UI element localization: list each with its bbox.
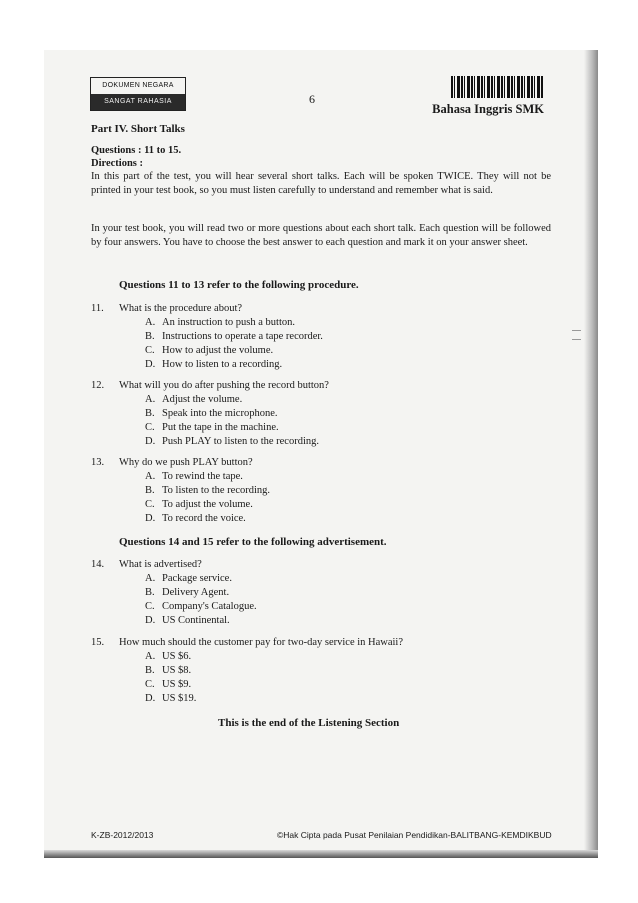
option-letter: D. <box>145 615 156 626</box>
option-a <box>145 471 243 482</box>
directions-label: Directions : <box>91 158 144 169</box>
option-a <box>145 651 191 662</box>
option-letter: D. <box>145 693 156 704</box>
stamp-top-text: DOKUMEN NEGARA <box>91 78 185 94</box>
option-text: Adjust the volume. <box>162 394 243 405</box>
margin-mark <box>572 330 581 340</box>
option-text: Delivery Agent. <box>162 587 230 598</box>
option-c <box>145 345 273 356</box>
option-d <box>145 359 282 370</box>
option-letter: C. <box>145 499 155 510</box>
option-letter: B. <box>145 408 155 419</box>
option-letter: B. <box>145 485 155 496</box>
page-edge-shadow <box>584 50 598 858</box>
option-text: Package service. <box>162 573 232 584</box>
option-b <box>145 408 277 419</box>
option-letter: A. <box>145 573 156 584</box>
option-text: An instruction to push a button. <box>162 317 295 328</box>
option-text: Put the tape in the machine. <box>162 422 279 433</box>
option-letter: B. <box>145 587 155 598</box>
subject-title: Bahasa Inggris SMK <box>432 102 544 116</box>
option-a <box>145 394 242 405</box>
option-letter: D. <box>145 436 156 447</box>
end-note: This is the end of the Listening Section <box>218 717 400 729</box>
option-d <box>145 693 196 704</box>
option-b <box>145 587 229 598</box>
option-letter: C. <box>145 679 155 690</box>
classification-stamp <box>90 77 186 111</box>
option-letter: A. <box>145 394 156 405</box>
question-number: 15. <box>91 637 105 648</box>
option-letter: D. <box>145 359 156 370</box>
question-number: 11. <box>91 303 104 314</box>
option-letter: C. <box>145 601 155 612</box>
option-letter: A. <box>145 317 156 328</box>
footer-code: K-ZB-2012/2013 <box>91 830 154 840</box>
option-a <box>145 573 232 584</box>
questions-range: Questions : 11 to 15. <box>91 145 182 156</box>
question-number: 12. <box>91 380 105 391</box>
section-1-title: Questions 11 to 13 refer to the following procedure. <box>119 279 359 291</box>
question-text: Why do we push PLAY button? <box>119 457 253 468</box>
option-text: US $8. <box>162 665 192 676</box>
question-text: What is the procedure about? <box>119 303 243 314</box>
option-text: Company's Catalogue. <box>162 601 257 612</box>
option-letter: C. <box>145 345 155 356</box>
page-number: 6 <box>309 92 315 106</box>
part-title: Part IV. Short Talks <box>91 123 185 135</box>
option-text: To listen to the recording. <box>162 485 271 496</box>
question-text: What is advertised? <box>119 559 202 570</box>
option-d <box>145 436 319 447</box>
option-text: US $9. <box>162 679 192 690</box>
option-c <box>145 422 279 433</box>
option-letter: A. <box>145 471 156 482</box>
stamp-bottom-text: SANGAT RAHASIA <box>91 94 185 110</box>
option-text: To record the voice. <box>162 513 246 524</box>
directions-paragraph-1: In this part of the test, you will hear several short talks. Each will be spoken TWICE. They will not be printed in your test book, so you must listen carefully to understand and remember what is said. <box>91 171 551 196</box>
option-b <box>145 665 191 676</box>
option-text: US $19. <box>162 693 197 704</box>
option-b <box>145 485 270 496</box>
option-text: To adjust the volume. <box>162 499 253 510</box>
option-letter: B. <box>145 665 155 676</box>
page-bottom-shadow <box>44 850 598 858</box>
option-b <box>145 331 323 342</box>
option-letter: A. <box>145 651 156 662</box>
question-number: 13. <box>91 457 105 468</box>
option-c <box>145 499 253 510</box>
directions-paragraph-2: In your test book, you will read two or more questions about each short talk. Each question will be followed by four answers. You have to choose the best answer to each question and mark it on your answer sheet. <box>91 223 551 248</box>
question-number: 14. <box>91 559 105 570</box>
option-d <box>145 615 230 626</box>
option-text: To rewind the tape. <box>162 471 243 482</box>
option-text: Instructions to operate a tape recorder. <box>162 331 323 342</box>
barcode-icon <box>451 76 543 98</box>
question-text: What will you do after pushing the record button? <box>119 380 329 391</box>
option-text: Speak into the microphone. <box>162 408 278 419</box>
option-text: US Continental. <box>162 615 230 626</box>
option-d <box>145 513 246 524</box>
option-c <box>145 601 257 612</box>
section-2-title: Questions 14 and 15 refer to the following advertisement. <box>119 536 387 548</box>
option-letter: C. <box>145 422 155 433</box>
option-text: US $6. <box>162 651 192 662</box>
option-text: How to listen to a recording. <box>162 359 283 370</box>
option-a <box>145 317 295 328</box>
option-text: How to adjust the volume. <box>162 345 274 356</box>
option-text: Push PLAY to listen to the recording. <box>162 436 320 447</box>
footer-copyright: ©Hak Cipta pada Pusat Penilaian Pendidikan-BALITBANG-KEMDIKBUD <box>277 830 552 840</box>
option-c <box>145 679 191 690</box>
option-letter: B. <box>145 331 155 342</box>
option-letter: D. <box>145 513 156 524</box>
question-text: How much should the customer pay for two-day service in Hawaii? <box>119 637 404 648</box>
